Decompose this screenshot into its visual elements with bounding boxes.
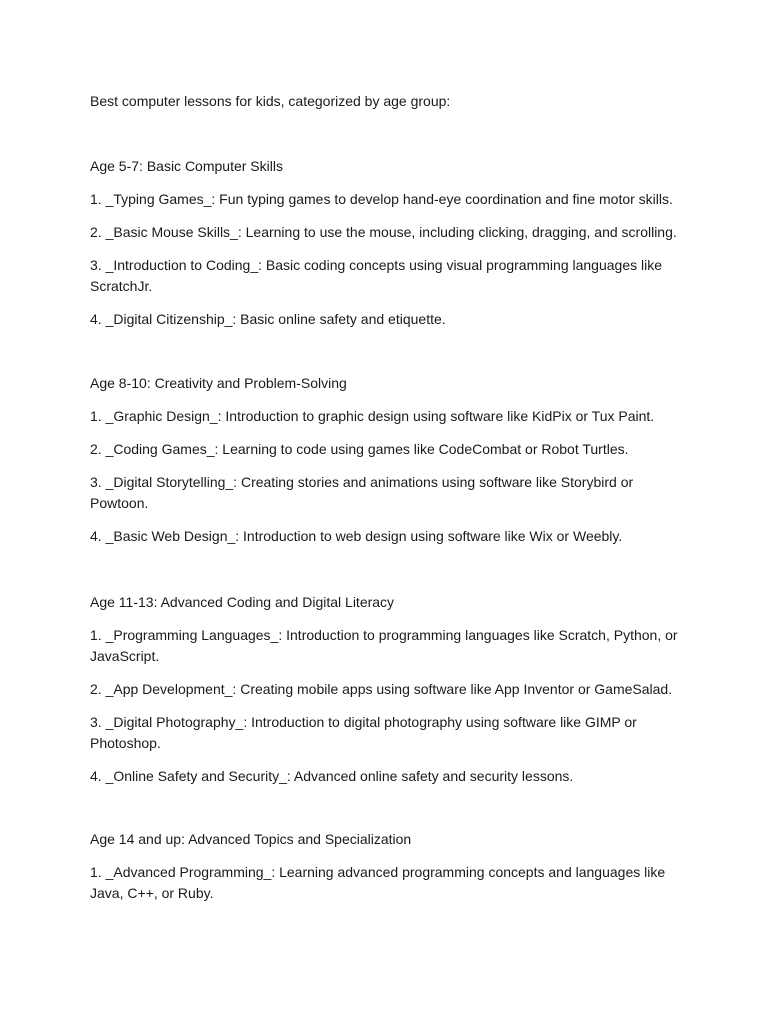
section-heading: Age 5-7: Basic Computer Skills (90, 158, 283, 174)
lesson-item: 1. _Advanced Programming_: Learning advanced programming concepts and languages like Java, C++, or Ruby. (90, 864, 666, 901)
lesson-item: 1. _Typing Games_: Fun typing games to develop hand-eye coordination and fine motor skills. (90, 191, 673, 207)
lesson-item: 2. _App Development_: Creating mobile apps using software like App Inventor or GameSalad. (90, 681, 673, 697)
section-heading: Age 8-10: Creativity and Problem-Solving (90, 375, 347, 391)
lesson-item: 2. _Coding Games_: Learning to code using games like CodeCombat or Robot Turtles. (90, 441, 629, 457)
section-heading: Age 11-13: Advanced Coding and Digital Literacy (90, 594, 395, 610)
age-section-8-10 (90, 373, 690, 547)
lesson-item: 3. _Digital Storytelling_: Creating stories and animations using software like Storybird or Powtoon. (90, 474, 634, 511)
lesson-item: 4. _Digital Citizenship_: Basic online safety and etiquette. (90, 311, 446, 327)
age-section-14-up (90, 829, 690, 904)
age-section-11-13 (90, 592, 690, 787)
age-section-5-7 (90, 156, 690, 330)
section-heading: Age 14 and up: Advanced Topics and Specialization (90, 831, 412, 847)
lesson-item: 1. _Programming Languages_: Introduction to programming languages like Scratch, Python, or JavaScript. (90, 627, 678, 664)
lesson-item: 4. _Online Safety and Security_: Advanced online safety and security lessons. (90, 768, 574, 784)
lesson-item: 3. _Introduction to Coding_: Basic coding concepts using visual programming languages like ScratchJr. (90, 257, 663, 294)
document-intro: Best computer lessons for kids, categorized by age group: (90, 93, 451, 109)
lesson-item: 1. _Graphic Design_: Introduction to graphic design using software like KidPix or Tux Paint. (90, 408, 655, 424)
lesson-item: 4. _Basic Web Design_: Introduction to web design using software like Wix or Weebly. (90, 528, 623, 544)
lesson-item: 2. _Basic Mouse Skills_: Learning to use the mouse, including clicking, dragging, and scrolling. (90, 224, 677, 240)
lesson-item: 3. _Digital Photography_: Introduction to digital photography using software like GIMP or Photoshop. (90, 714, 637, 751)
